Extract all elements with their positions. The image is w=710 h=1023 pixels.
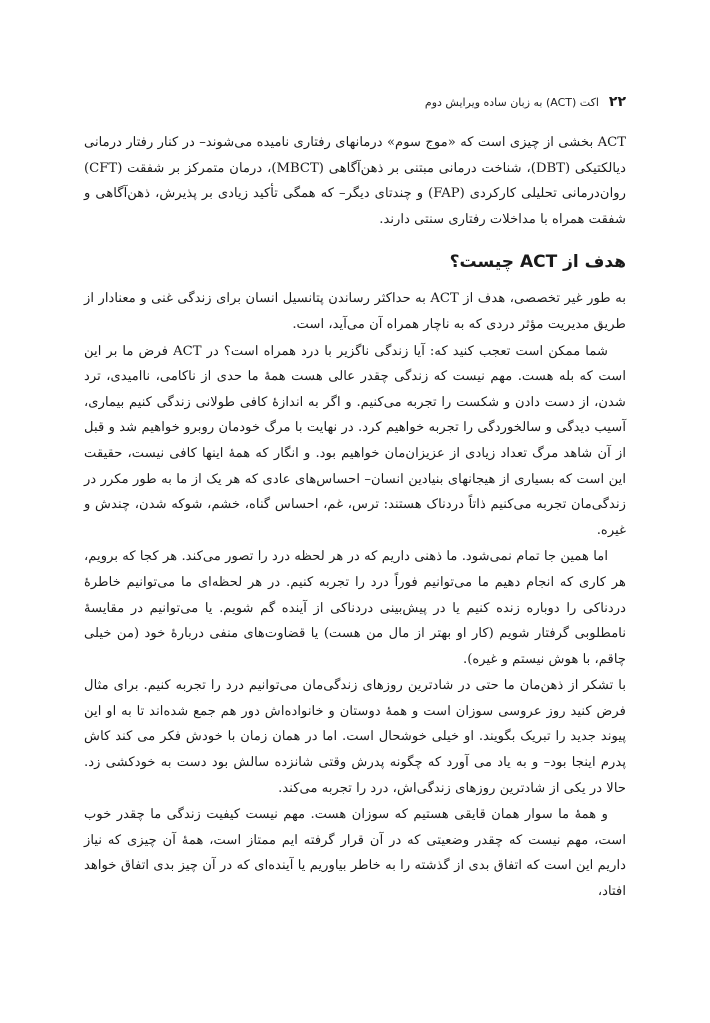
body-paragraph-3: اما همین جا تمام نمی‌شود. ما ذهنی داریم که در هر لحظه درد را تصور می‌کند. هر کجا که برویم، هر کاری که انجام دهیم ما می‌توانیم فوراً درد را تجربه کنیم. در هر لحظه‌ای ما می‌توانیم خاطرهٔ دردناکی را دوباره زنده کنیم یا در پیش‌بینی دردناکی از آینده گم شویم. یا می‌توانیم در مقایسهٔ نامطلوبی گرفتار شویم (کار او بهتر از مال من هست) یا قضاوت‌های منفی دربارهٔ خود (من خیلی چاقم، با هوش نیستم و غیره). xyxy=(84,549,626,667)
body-paragraph-2: شما ممکن است تعجب کنید که: آیا زندگی ناگزیر با درد همراه است؟ در ACT فرض ما بر این است که بله هست. مهم نیست که زندگی چقدر عالی هست همهٔ ما حدی از ناکامی، ناامیدی، ترد شدن، از دست دادن و شکست را تجربه می‌کنیم. و اگر به اندازهٔ کافی طولانی زندگی کنیم بیماری، آسیب دیدگی و سالخوردگی را تجربه خواهیم کرد. در نهایت با مرگ خودمان روبرو خواهیم شد و قبل از آن شاهد مرگ تعداد زیادی از عزیزان‌مان خواهیم بود. و انگار که همهٔ اینها کافی نیست، حقیقت این است که بسیاری از هیجانهای بنیادین انسان– احساس‌های عادی که هر یک از ما به طور مکرر در زندگی‌مان تجربه می‌کنیم ذاتاً دردناک هستند: ترس، غم، احساس گناه، خشم، شوکه شدن، چندش و غیره. xyxy=(84,343,626,538)
intro-paragraph: ACT بخشی از چیزی است که «موج سوم» درمانهای رفتاری نامیده می‌شوند– در کنار رفتار درمانی دیالکتیکی (DBT)، شناخت درمانی مبتنی بر ذهن‌آگاهی (MBCT)، درمان متمرکز بر شفقت (CFT) روان‌درمانی تحلیلی کارکردی (FAP) و چندتای دیگر– که همگی تأکید زیادی بر پذیرش، ذهن‌آگاهی و شفقت همراه با مداخلات رفتاری سنتی دارند. xyxy=(84,135,627,227)
page-number: ۲۲ xyxy=(608,94,626,110)
body-paragraph-4: با تشکر از ذهن‌مان ما حتی در شادترین روزهای زندگی‌مان می‌توانیم درد را تجربه کنیم. برای مثال فرض کنید روز عروسی سوزان است و همهٔ دوستان و خانواده‌اش دور هم جمع شده‌اند تا به او این پیوند جدید را تبریک بگویند. او خیلی خوشحال است. اما در همان زمان با خودش فکر می کند کاش پدرم اینجا بود– و به یاد می آورد که چگونه پدرش وقتی شانزده سالش بود دست به خودکشی زد. حالا در یکی از شادترین روزهای زندگی‌اش، درد را تجربه می‌کند. xyxy=(84,678,626,796)
body-paragraph-5: و همهٔ ما سوار همان قایقی هستیم که سوزان هست. مهم نیست کیفیت زندگی ما چقدر خوب است، مهم نیست که چقدر وضعیتی که در آن قرار گرفته ایم ممتاز است، همهٔ آن چیزی که نیاز داریم این است که اتفاق بدی از گذشته را به خاطر بیاوریم یا آینده‌ای که در آن چیز بدی اتفاق خواهد افتاد، xyxy=(84,807,626,900)
running-header xyxy=(84,92,626,112)
section-heading: هدف از ACT چیست؟ xyxy=(449,252,626,273)
body-paragraph-1: به طور غیر تخصصی، هدف از ACT به حداکثر رساندن پتانسیل انسان برای زندگی غنی و معنادار از طریق مدیریت مؤثر دردی که به ناچار همراه آن می‌آید، است. xyxy=(84,291,627,332)
running-title: اکت (ACT) به زبان ساده ویرایش دوم xyxy=(424,95,599,109)
page-body xyxy=(84,130,626,905)
